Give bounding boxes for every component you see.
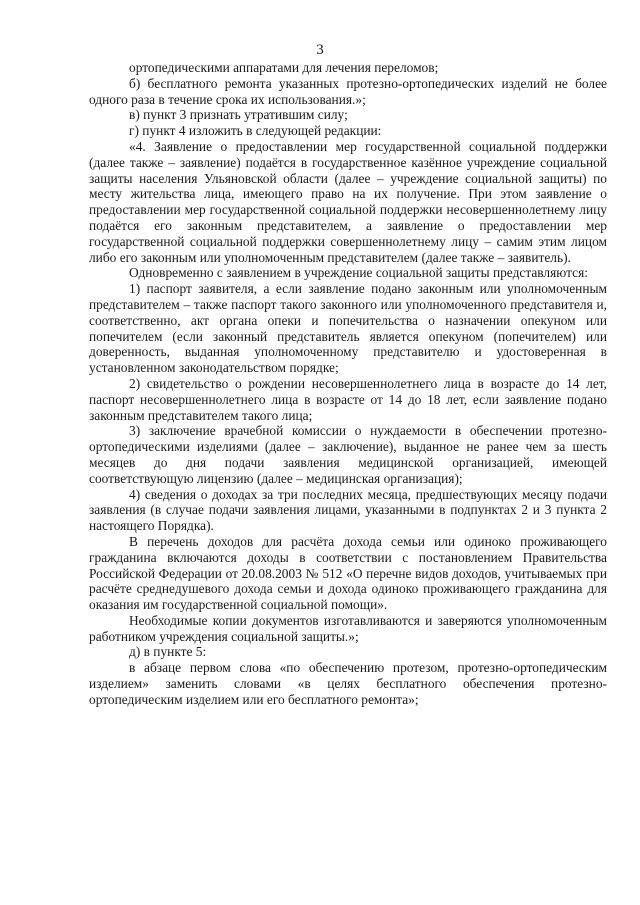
paragraph-clause-4: «4. Заявление о предоставлении мер государственной социальной поддержки (далее также – заявление) подаётся в государственное казённое учреждение социальной защиты населения Ульяновской области (далее – учреждение социальной защиты) по месту жительства лица, имеющего право на их получение. При этом заявление о предоставлении мер государственной социальной поддержки несовершеннолетнему лицу подаётся его законным представителем, а заявление о предоставлении мер государственной социальной поддержки совершеннолетнему лицу – самим этим лицом либо его законным или уполномоченным представителем (далее также – заявитель). [89,138,607,265]
paragraph-item-d: д) в пункте 5: [129,644,207,660]
page-number: 3 [316,42,324,58]
paragraph-doc-2: 2) свидетельство о рождении несовершеннолетнего лица в возрасте до 14 лет, паспорт несовершеннолетнего лица в возрасте от 14 до 18 лет, если заявление подано законным представителем такого лица; [89,375,607,423]
document-body [89,60,607,708]
paragraph-item-v: в) пункт 3 признать утратившим силу; [129,107,348,123]
paragraph-documents-intro: Одновременно с заявлением в учреждение социальной защиты представляются: [129,265,588,281]
paragraph-doc-1: 1) паспорт заявителя, а если заявление подано законным или уполномоченным представителем – также паспорт такого законного или уполномоченного представителя и, соответственно, акт органа опеки и попечительства о назначении опекуном или попечителем (если законный представитель является опекуном (попечителем) или доверенность, выданная уполномоченному представителю и удостоверенная в установленном законодательством порядке; [89,281,607,376]
paragraph-first-abzac: в абзаце первом слова «по обеспечению протезом, протезно-ортопедическим изделием» заменить словами «в целях бесплатного обеспечения протезно-ортопедическим изделием или его бесплатного ремонта»; [89,660,607,707]
paragraph-doc-4: 4) сведения о доходах за три последних месяца, предшествующих месяцу подачи заявления (в случае подачи заявления лицами, указанными в подпунктах 2 и 3 пункта 2 настоящего Порядка). [89,486,607,534]
paragraph-item-b: б) бесплатного ремонта указанных протезно-ортопедических изделий не более одного раза в течение срока их использования.»; [89,75,607,107]
paragraph-income-list: В перечень доходов для расчёта дохода семьи или одиноко проживающего гражданина включаются доходы в соответствии с постановлением Правительства Российской Федерации от 20.08.2003 № 512 «О перечне видов доходов, учитываемых при расчёте среднедушевого дохода семьи и дохода одиноко проживающего гражданина для оказания им государственной социальной помощи». [89,533,607,613]
paragraph-item-g: г) пункт 4 изложить в следующей редакции: [129,123,382,139]
paragraph-doc-3: 3) заключение врачебной комиссии о нуждаемости в обеспечении протезно-ортопедическими изделиями (далее – заключение), выданное не ранее чем за шесть месяцев до дня подачи заявления медицинской организацией, имеющей соответствующую лицензию (далее – медицинская организация); [89,423,607,486]
paragraph-continuation: ортопедическими аппаратами для лечения переломов; [129,60,439,75]
paragraph-copies: Необходимые копии документов изготавливаются и заверяются уполномоченным работником учреждения социальной защиты.»; [89,612,607,644]
